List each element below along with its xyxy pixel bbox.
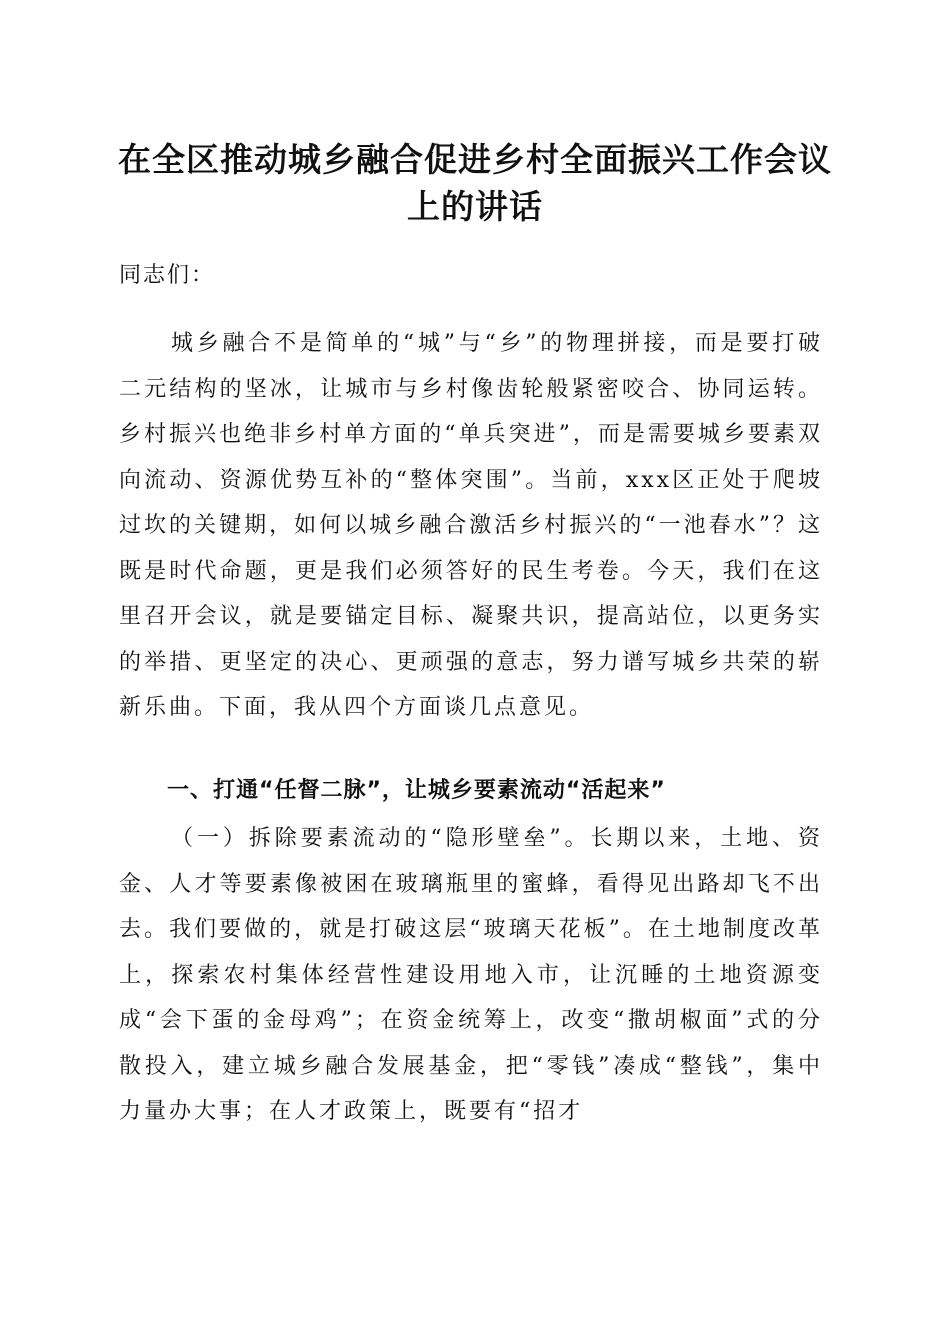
- document-title: 在全区推动城乡融合促进乡村全面振兴工作会议上的讲话: [118, 140, 832, 226]
- subsection-paragraph: （一）拆除要素流动的“隐形壁垒”。长期以来，土地、资金、人才等要素像被困在玻璃瓶里的蜜蜂，看得见出路却飞不出去。我们要做的，就是打破这层“玻璃天花板”。在土地制度改革上，探索农村集体经营性建设用地入市，让沉睡的土地资源变成“会下蛋的金母鸡”；在资金统筹上，改变“撒胡椒面”式的分散投入，建立城乡融合发展基金，把“零钱”凑成“整钱”，集中力量办大事；在人才政策上，既要有“招才: [119, 826, 823, 1124]
- salutation: 同志们：: [119, 263, 216, 288]
- intro-paragraph: 城乡融合不是简单的“城”与“乡”的物理拼接，而是要打破二元结构的坚冰，让城市与乡村像齿轮般紧密咬合、协同运转。乡村振兴也绝非乡村单方面的“单兵突进”，而是需要城乡要素双向流动、资源优势互补的“整体突围”。当前，xxx区正处于爬坡过坎的关键期，如何以城乡融合激活乡村振兴的“一池春水”？这既是时代命题，更是我们必须答好的民生考卷。今天，我们在这里召开会议，就是要锚定目标、凝聚共识，提高站位，以更务实的举措、更坚定的决心、更顽强的意志，努力谱写城乡共荣的崭新乐曲。下面，我从四个方面谈几点意见。: [119, 331, 823, 720]
- section-heading: 一、打通“任督二脉”，让城乡要素流动“活起来”: [167, 778, 666, 803]
